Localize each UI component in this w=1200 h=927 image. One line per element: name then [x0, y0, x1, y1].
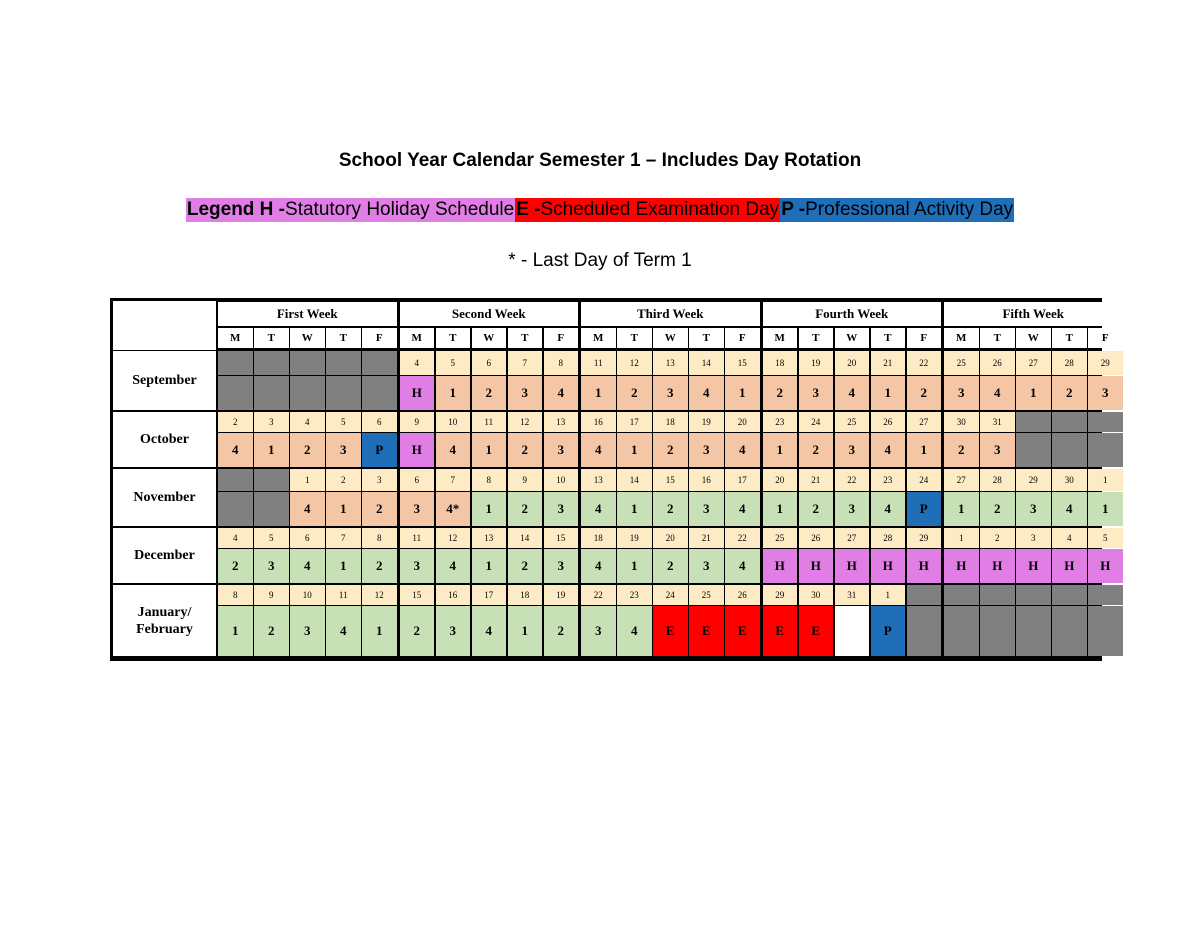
- date-cell: 1: [290, 469, 325, 491]
- page-title: School Year Calendar Semester 1 – Includes Day Rotation: [338, 150, 862, 171]
- date-cell: 13: [653, 351, 688, 375]
- rotation-cell: 4: [689, 376, 724, 410]
- date-cell: 27: [1016, 351, 1051, 375]
- rotation-cell: 4: [725, 433, 760, 467]
- date-cell: 10: [290, 585, 325, 605]
- date-cell: 29: [1088, 351, 1123, 375]
- date-cell: 1: [944, 528, 979, 548]
- legend-pa-day-text: Professional Activity Day: [805, 199, 1014, 220]
- date-cell: 21: [871, 351, 906, 375]
- rotation-cell: E: [763, 606, 798, 656]
- rotation-cell: 3: [400, 492, 435, 526]
- rotation-cell: [907, 606, 942, 656]
- date-cell: [326, 351, 361, 375]
- date-cell: 17: [472, 585, 507, 605]
- rotation-cell: [1088, 606, 1123, 656]
- rotation-cell: 4: [581, 492, 616, 526]
- day-header: F: [544, 328, 579, 348]
- date-cell: [362, 351, 397, 375]
- rotation-cell: H: [871, 549, 906, 583]
- date-cell: 14: [689, 351, 724, 375]
- date-cell: 6: [362, 412, 397, 432]
- date-cell: 7: [508, 351, 543, 375]
- rotation-cell: 3: [254, 549, 289, 583]
- last-day-note: * - Last Day of Term 1: [508, 250, 692, 271]
- day-header: T: [617, 328, 652, 348]
- rotation-cell: [835, 606, 870, 656]
- date-cell: 22: [835, 469, 870, 491]
- date-cell: 6: [400, 469, 435, 491]
- date-cell: 13: [581, 469, 616, 491]
- date-cell: 26: [799, 528, 834, 548]
- date-cell: 8: [544, 351, 579, 375]
- rotation-cell: 4: [871, 492, 906, 526]
- month-label: January/ February: [113, 585, 216, 656]
- rotation-cell: H: [400, 376, 435, 410]
- date-cell: 30: [1052, 469, 1087, 491]
- date-cell: 9: [508, 469, 543, 491]
- rotation-cell: 2: [653, 549, 688, 583]
- date-cell: 20: [763, 469, 798, 491]
- rotation-cell: 2: [508, 549, 543, 583]
- date-cell: 3: [1016, 528, 1051, 548]
- date-cell: 10: [544, 469, 579, 491]
- day-header: W: [835, 328, 870, 348]
- date-cell: 18: [653, 412, 688, 432]
- rotation-cell: 2: [799, 492, 834, 526]
- date-cell: 18: [508, 585, 543, 605]
- date-cell: 14: [508, 528, 543, 548]
- day-header: W: [290, 328, 325, 348]
- date-cell: 17: [617, 412, 652, 432]
- rotation-cell: 1: [763, 433, 798, 467]
- rotation-cell: [1016, 606, 1051, 656]
- legend-pa-day-key: P -: [781, 199, 806, 220]
- rotation-cell: H: [400, 433, 435, 467]
- date-cell: 8: [362, 528, 397, 548]
- rotation-cell: 2: [653, 492, 688, 526]
- rotation-cell: 2: [544, 606, 579, 656]
- day-header: F: [725, 328, 760, 348]
- date-cell: 15: [400, 585, 435, 605]
- date-cell: 27: [907, 412, 942, 432]
- rotation-cell: 1: [1016, 376, 1051, 410]
- rotation-cell: H: [1088, 549, 1123, 583]
- rotation-cell: 3: [508, 376, 543, 410]
- date-cell: 1: [1088, 469, 1123, 491]
- rotation-cell: 3: [980, 433, 1015, 467]
- rotation-cell: P: [362, 433, 397, 467]
- date-cell: [1016, 412, 1051, 432]
- date-cell: 18: [763, 351, 798, 375]
- date-cell: 5: [326, 412, 361, 432]
- week-header: Fifth Week: [944, 302, 1123, 326]
- rotation-cell: 1: [763, 492, 798, 526]
- date-cell: 7: [436, 469, 471, 491]
- date-cell: 24: [907, 469, 942, 491]
- rotation-cell: [254, 376, 289, 410]
- rotation-cell: 3: [544, 492, 579, 526]
- date-cell: 9: [400, 412, 435, 432]
- date-cell: 16: [581, 412, 616, 432]
- date-cell: 4: [218, 528, 253, 548]
- rotation-cell: 3: [835, 433, 870, 467]
- date-cell: 8: [472, 469, 507, 491]
- date-cell: 11: [581, 351, 616, 375]
- date-cell: 30: [799, 585, 834, 605]
- date-cell: 5: [254, 528, 289, 548]
- day-header: T: [799, 328, 834, 348]
- rotation-cell: H: [799, 549, 834, 583]
- rotation-cell: [944, 606, 979, 656]
- date-cell: 15: [725, 351, 760, 375]
- rotation-cell: 1: [326, 492, 361, 526]
- rotation-cell: 3: [689, 549, 724, 583]
- date-cell: 28: [1052, 351, 1087, 375]
- date-cell: 4: [400, 351, 435, 375]
- rotation-cell: 1: [944, 492, 979, 526]
- rotation-cell: 4: [725, 549, 760, 583]
- rotation-cell: [326, 376, 361, 410]
- date-cell: 3: [254, 412, 289, 432]
- date-cell: 25: [689, 585, 724, 605]
- rotation-cell: 2: [508, 433, 543, 467]
- rotation-cell: 1: [362, 606, 397, 656]
- day-header: T: [871, 328, 906, 348]
- date-cell: 22: [725, 528, 760, 548]
- date-cell: 2: [980, 528, 1015, 548]
- date-cell: 5: [1088, 528, 1123, 548]
- date-cell: 19: [544, 585, 579, 605]
- date-cell: [907, 585, 942, 605]
- rotation-cell: E: [725, 606, 760, 656]
- day-header: T: [980, 328, 1015, 348]
- date-cell: 27: [835, 528, 870, 548]
- date-cell: [980, 585, 1015, 605]
- rotation-cell: 1: [617, 492, 652, 526]
- rotation-cell: 2: [254, 606, 289, 656]
- rotation-cell: [254, 492, 289, 526]
- date-cell: [218, 351, 253, 375]
- rotation-cell: 4: [436, 433, 471, 467]
- rotation-cell: 3: [1088, 376, 1123, 410]
- rotation-cell: H: [907, 549, 942, 583]
- rotation-cell: 4: [617, 606, 652, 656]
- rotation-cell: P: [907, 492, 942, 526]
- week-header: Third Week: [581, 302, 760, 326]
- rotation-cell: 4: [290, 549, 325, 583]
- day-header: F: [362, 328, 397, 348]
- day-header: T: [326, 328, 361, 348]
- date-cell: 20: [835, 351, 870, 375]
- rotation-cell: E: [689, 606, 724, 656]
- date-cell: 12: [617, 351, 652, 375]
- rotation-cell: [218, 376, 253, 410]
- rotation-cell: 2: [653, 433, 688, 467]
- rotation-cell: 3: [835, 492, 870, 526]
- day-header: W: [472, 328, 507, 348]
- date-cell: 9: [254, 585, 289, 605]
- week-header: Second Week: [400, 302, 579, 326]
- date-cell: 5: [436, 351, 471, 375]
- rotation-cell: 2: [763, 376, 798, 410]
- rotation-cell: 2: [980, 492, 1015, 526]
- date-cell: 24: [653, 585, 688, 605]
- date-cell: [1052, 412, 1087, 432]
- rotation-cell: 1: [617, 549, 652, 583]
- date-cell: [254, 351, 289, 375]
- date-cell: 20: [653, 528, 688, 548]
- date-cell: [218, 469, 253, 491]
- rotation-cell: 4: [581, 433, 616, 467]
- rotation-cell: 3: [653, 376, 688, 410]
- date-cell: 16: [689, 469, 724, 491]
- date-cell: 4: [290, 412, 325, 432]
- date-cell: 27: [944, 469, 979, 491]
- rotation-cell: 1: [617, 433, 652, 467]
- date-cell: 11: [400, 528, 435, 548]
- date-cell: 17: [725, 469, 760, 491]
- date-cell: 12: [508, 412, 543, 432]
- date-cell: 31: [980, 412, 1015, 432]
- day-header: M: [581, 328, 616, 348]
- rotation-cell: 3: [689, 492, 724, 526]
- legend: [0, 198, 1200, 222]
- rotation-cell: P: [871, 606, 906, 656]
- rotation-cell: 4: [436, 549, 471, 583]
- date-cell: [254, 469, 289, 491]
- date-cell: 21: [799, 469, 834, 491]
- month-label: September: [113, 351, 216, 410]
- rotation-cell: 2: [400, 606, 435, 656]
- day-header: F: [907, 328, 942, 348]
- legend-holiday: [186, 198, 515, 222]
- day-header: T: [254, 328, 289, 348]
- rotation-cell: H: [944, 549, 979, 583]
- date-cell: 15: [544, 528, 579, 548]
- rotation-cell: E: [653, 606, 688, 656]
- date-cell: 18: [581, 528, 616, 548]
- date-cell: 29: [907, 528, 942, 548]
- date-cell: 4: [1052, 528, 1087, 548]
- legend-holiday-text: Statutory Holiday Schedule: [285, 199, 515, 220]
- rotation-cell: 4: [1052, 492, 1087, 526]
- week-header: First Week: [218, 302, 397, 326]
- rotation-cell: 2: [362, 549, 397, 583]
- rotation-cell: 3: [326, 433, 361, 467]
- rotation-cell: 3: [436, 606, 471, 656]
- rotation-cell: [1088, 433, 1123, 467]
- date-cell: 13: [544, 412, 579, 432]
- rotation-cell: 2: [218, 549, 253, 583]
- date-cell: 11: [472, 412, 507, 432]
- legend-exam-text: Scheduled Examination Day: [540, 199, 780, 220]
- date-cell: 22: [581, 585, 616, 605]
- legend-exam-key: E -: [516, 199, 541, 220]
- day-header: T: [508, 328, 543, 348]
- rotation-cell: H: [835, 549, 870, 583]
- date-cell: 12: [436, 528, 471, 548]
- date-cell: 7: [326, 528, 361, 548]
- date-cell: 25: [835, 412, 870, 432]
- calendar-table: [110, 298, 1111, 661]
- day-header: M: [944, 328, 979, 348]
- rotation-cell: 1: [581, 376, 616, 410]
- date-cell: 6: [290, 528, 325, 548]
- date-cell: 23: [871, 469, 906, 491]
- rotation-cell: 1: [871, 376, 906, 410]
- legend-exam: [515, 198, 780, 222]
- rotation-cell: [290, 376, 325, 410]
- rotation-cell: [362, 376, 397, 410]
- legend-holiday-key: Legend H -: [186, 199, 286, 220]
- date-cell: 16: [436, 585, 471, 605]
- rotation-cell: H: [980, 549, 1015, 583]
- rotation-cell: H: [1016, 549, 1051, 583]
- rotation-cell: 2: [362, 492, 397, 526]
- day-header: W: [1016, 328, 1051, 348]
- day-header: T: [436, 328, 471, 348]
- rotation-cell: 2: [907, 376, 942, 410]
- rotation-cell: 1: [472, 433, 507, 467]
- rotation-cell: 4: [871, 433, 906, 467]
- rotation-cell: 2: [290, 433, 325, 467]
- date-cell: [1016, 585, 1051, 605]
- rotation-cell: 2: [944, 433, 979, 467]
- rotation-cell: 1: [725, 376, 760, 410]
- date-cell: [944, 585, 979, 605]
- day-header: T: [689, 328, 724, 348]
- day-header: M: [763, 328, 798, 348]
- date-cell: [1088, 585, 1123, 605]
- rotation-cell: [218, 492, 253, 526]
- date-cell: 29: [1016, 469, 1051, 491]
- week-header: Fourth Week: [763, 302, 942, 326]
- rotation-cell: [1052, 606, 1087, 656]
- rotation-cell: 3: [944, 376, 979, 410]
- date-cell: [1088, 412, 1123, 432]
- month-label: December: [113, 528, 216, 583]
- rotation-cell: 4: [725, 492, 760, 526]
- rotation-cell: 1: [218, 606, 253, 656]
- rotation-cell: 1: [436, 376, 471, 410]
- rotation-cell: 3: [544, 549, 579, 583]
- date-cell: 28: [871, 528, 906, 548]
- rotation-cell: [1016, 433, 1051, 467]
- day-header: F: [1088, 328, 1123, 348]
- rotation-cell: 4: [544, 376, 579, 410]
- rotation-cell: 2: [799, 433, 834, 467]
- rotation-cell: H: [763, 549, 798, 583]
- date-cell: 12: [362, 585, 397, 605]
- rotation-cell: 2: [508, 492, 543, 526]
- date-cell: 8: [218, 585, 253, 605]
- date-cell: 21: [689, 528, 724, 548]
- date-cell: 19: [689, 412, 724, 432]
- date-cell: 10: [436, 412, 471, 432]
- corner-cell: [113, 301, 216, 350]
- legend-pa-day: [780, 198, 1014, 222]
- date-cell: 22: [907, 351, 942, 375]
- date-cell: 2: [326, 469, 361, 491]
- date-cell: 6: [472, 351, 507, 375]
- rotation-cell: 1: [1088, 492, 1123, 526]
- rotation-cell: 4: [218, 433, 253, 467]
- day-header: M: [218, 328, 253, 348]
- day-header: M: [400, 328, 435, 348]
- date-cell: 13: [472, 528, 507, 548]
- date-cell: 30: [944, 412, 979, 432]
- date-cell: 1: [871, 585, 906, 605]
- rotation-cell: H: [1052, 549, 1087, 583]
- date-cell: 19: [799, 351, 834, 375]
- rotation-cell: 3: [400, 549, 435, 583]
- rotation-cell: [1052, 433, 1087, 467]
- rotation-cell: 4*: [436, 492, 471, 526]
- rotation-cell: 3: [689, 433, 724, 467]
- date-cell: 14: [617, 469, 652, 491]
- rotation-cell: 4: [581, 549, 616, 583]
- rotation-cell: 2: [1052, 376, 1087, 410]
- rotation-cell: 2: [617, 376, 652, 410]
- date-cell: 19: [617, 528, 652, 548]
- date-cell: 26: [725, 585, 760, 605]
- date-cell: 26: [980, 351, 1015, 375]
- date-cell: [290, 351, 325, 375]
- date-cell: [1052, 585, 1087, 605]
- rotation-cell: 1: [326, 549, 361, 583]
- rotation-cell: [980, 606, 1015, 656]
- date-cell: 25: [944, 351, 979, 375]
- date-cell: 3: [362, 469, 397, 491]
- day-header: W: [653, 328, 688, 348]
- rotation-cell: 1: [508, 606, 543, 656]
- rotation-cell: 3: [290, 606, 325, 656]
- date-cell: 26: [871, 412, 906, 432]
- date-cell: 25: [763, 528, 798, 548]
- date-cell: 31: [835, 585, 870, 605]
- rotation-cell: 3: [799, 376, 834, 410]
- rotation-cell: 3: [544, 433, 579, 467]
- rotation-cell: 3: [581, 606, 616, 656]
- rotation-cell: 1: [472, 492, 507, 526]
- rotation-cell: 4: [835, 376, 870, 410]
- rotation-cell: 4: [290, 492, 325, 526]
- rotation-cell: 1: [472, 549, 507, 583]
- rotation-cell: E: [799, 606, 834, 656]
- date-cell: 20: [725, 412, 760, 432]
- rotation-cell: 1: [254, 433, 289, 467]
- rotation-cell: 3: [1016, 492, 1051, 526]
- date-cell: 23: [617, 585, 652, 605]
- month-label: November: [113, 469, 216, 526]
- date-cell: 24: [799, 412, 834, 432]
- day-header: T: [1052, 328, 1087, 348]
- date-cell: 28: [980, 469, 1015, 491]
- date-cell: 23: [763, 412, 798, 432]
- rotation-cell: 1: [907, 433, 942, 467]
- rotation-cell: 4: [326, 606, 361, 656]
- date-cell: 29: [763, 585, 798, 605]
- month-label: October: [113, 412, 216, 467]
- rotation-cell: 4: [472, 606, 507, 656]
- rotation-cell: 4: [980, 376, 1015, 410]
- date-cell: 2: [218, 412, 253, 432]
- date-cell: 15: [653, 469, 688, 491]
- date-cell: 11: [326, 585, 361, 605]
- rotation-cell: 2: [472, 376, 507, 410]
